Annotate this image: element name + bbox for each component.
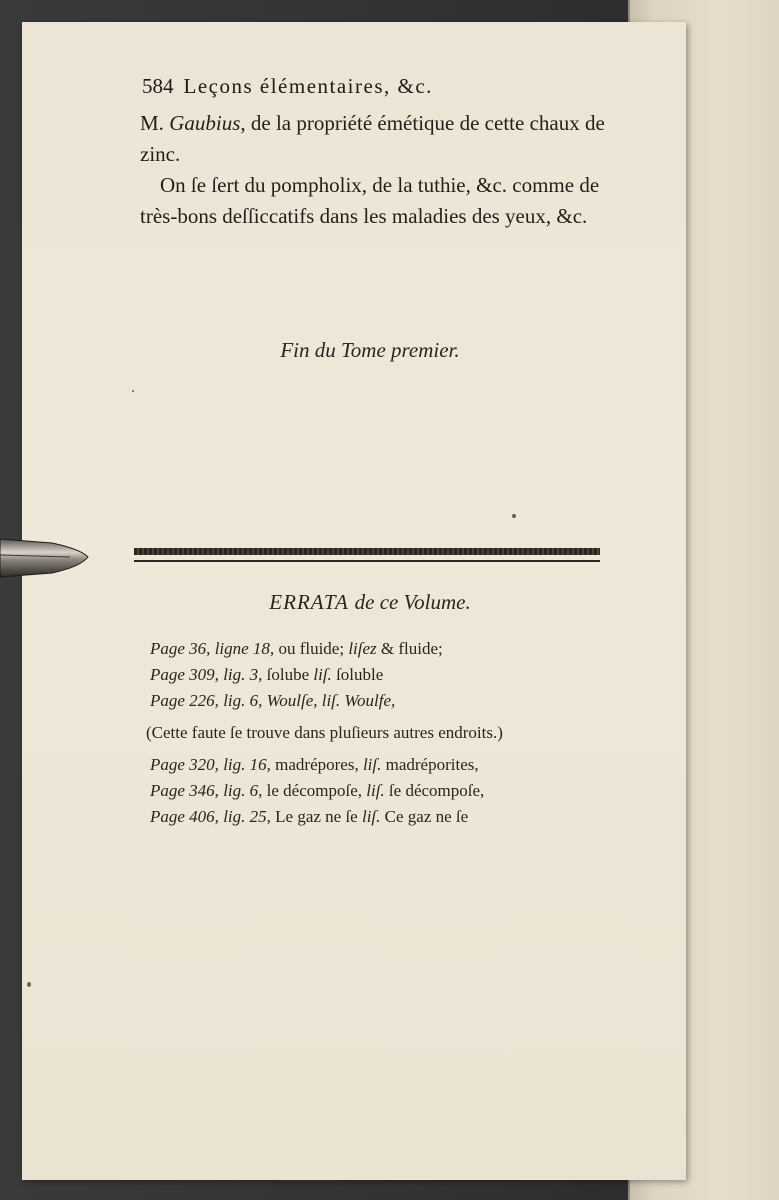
errata-heading <box>140 590 600 615</box>
errata-subtitle: de ce Volume. <box>354 590 471 614</box>
author-name: Gaubius <box>169 111 241 135</box>
errata-entry <box>150 662 610 688</box>
errata-note: (Cette faute ſe trouve dans pluſieurs autres endroits.) <box>146 723 503 742</box>
paragraph-1 <box>140 108 620 170</box>
entry-wrong: madrépores, <box>275 755 359 774</box>
entry-page: Page 406, <box>150 807 219 826</box>
paragraph-2: On ſe ſert du pompholix, de la tuthie, &c. comme de très-bons deſſiccatifs dans les maladies des yeux, &c. <box>140 173 600 228</box>
errata-title: ERRATA <box>269 590 349 614</box>
end-of-volume-note: Fin du Tome premier. <box>280 338 460 362</box>
entry-read: liſ. <box>321 691 341 710</box>
entry-correct: ſoluble <box>336 665 384 684</box>
ornamental-rule <box>134 548 600 555</box>
errata-entry <box>150 752 610 778</box>
entry-wrong: Woulſe, <box>266 691 318 710</box>
paper-speck <box>27 982 31 987</box>
page-number: 584 <box>142 74 174 98</box>
entry-wrong: ſolube <box>266 665 310 684</box>
entry-line: lig. 3, <box>223 665 263 684</box>
entry-correct: & fluide; <box>380 639 443 658</box>
thin-rule <box>134 560 600 562</box>
body-text <box>140 108 620 232</box>
entry-line: lig. 16, <box>223 755 271 774</box>
entry-read: liſ. <box>313 665 332 684</box>
entry-line: ligne 18, <box>214 639 275 658</box>
paragraph-1-start: M. <box>140 111 170 135</box>
running-head-title: Leçons élémentaires, &c. <box>183 74 433 98</box>
entry-wrong: ou fluide; <box>278 639 345 658</box>
running-head <box>142 74 582 99</box>
entry-page: Page 36, <box>150 639 211 658</box>
entry-line: lig. 6, <box>223 691 263 710</box>
errata-entry <box>150 778 610 804</box>
paper-speck <box>512 514 516 518</box>
entry-wrong: Le gaz ne ſe <box>275 807 358 826</box>
entry-page: Page 309, <box>150 665 219 684</box>
entry-page: Page 320, <box>150 755 219 774</box>
errata-entry <box>150 688 610 714</box>
paragraph-1-rest: , de la propriété émétique de cette chaux de zinc. <box>140 111 605 166</box>
errata-entry <box>150 804 610 830</box>
entry-line: lig. 25, <box>223 807 271 826</box>
entry-read: liſ. <box>366 781 385 800</box>
paper-speck <box>132 390 134 392</box>
entry-page: Page 226, <box>150 691 219 710</box>
bookmark-clip-icon <box>0 535 90 581</box>
entry-correct: Ce gaz ne ſe <box>384 807 469 826</box>
entry-line: lig. 6, <box>223 781 263 800</box>
entry-wrong: le décompoſe, <box>266 781 362 800</box>
entry-read: liſ. <box>361 807 381 826</box>
entry-page: Page 346, <box>150 781 219 800</box>
entry-correct: ſe décompoſe, <box>388 781 485 800</box>
errata-list <box>146 636 610 830</box>
entry-read: liſ. <box>362 755 382 774</box>
entry-correct: Woulfe, <box>344 691 396 710</box>
errata-entry <box>150 636 610 662</box>
entry-read: liſez <box>348 639 377 658</box>
entry-correct: madréporites, <box>385 755 479 774</box>
